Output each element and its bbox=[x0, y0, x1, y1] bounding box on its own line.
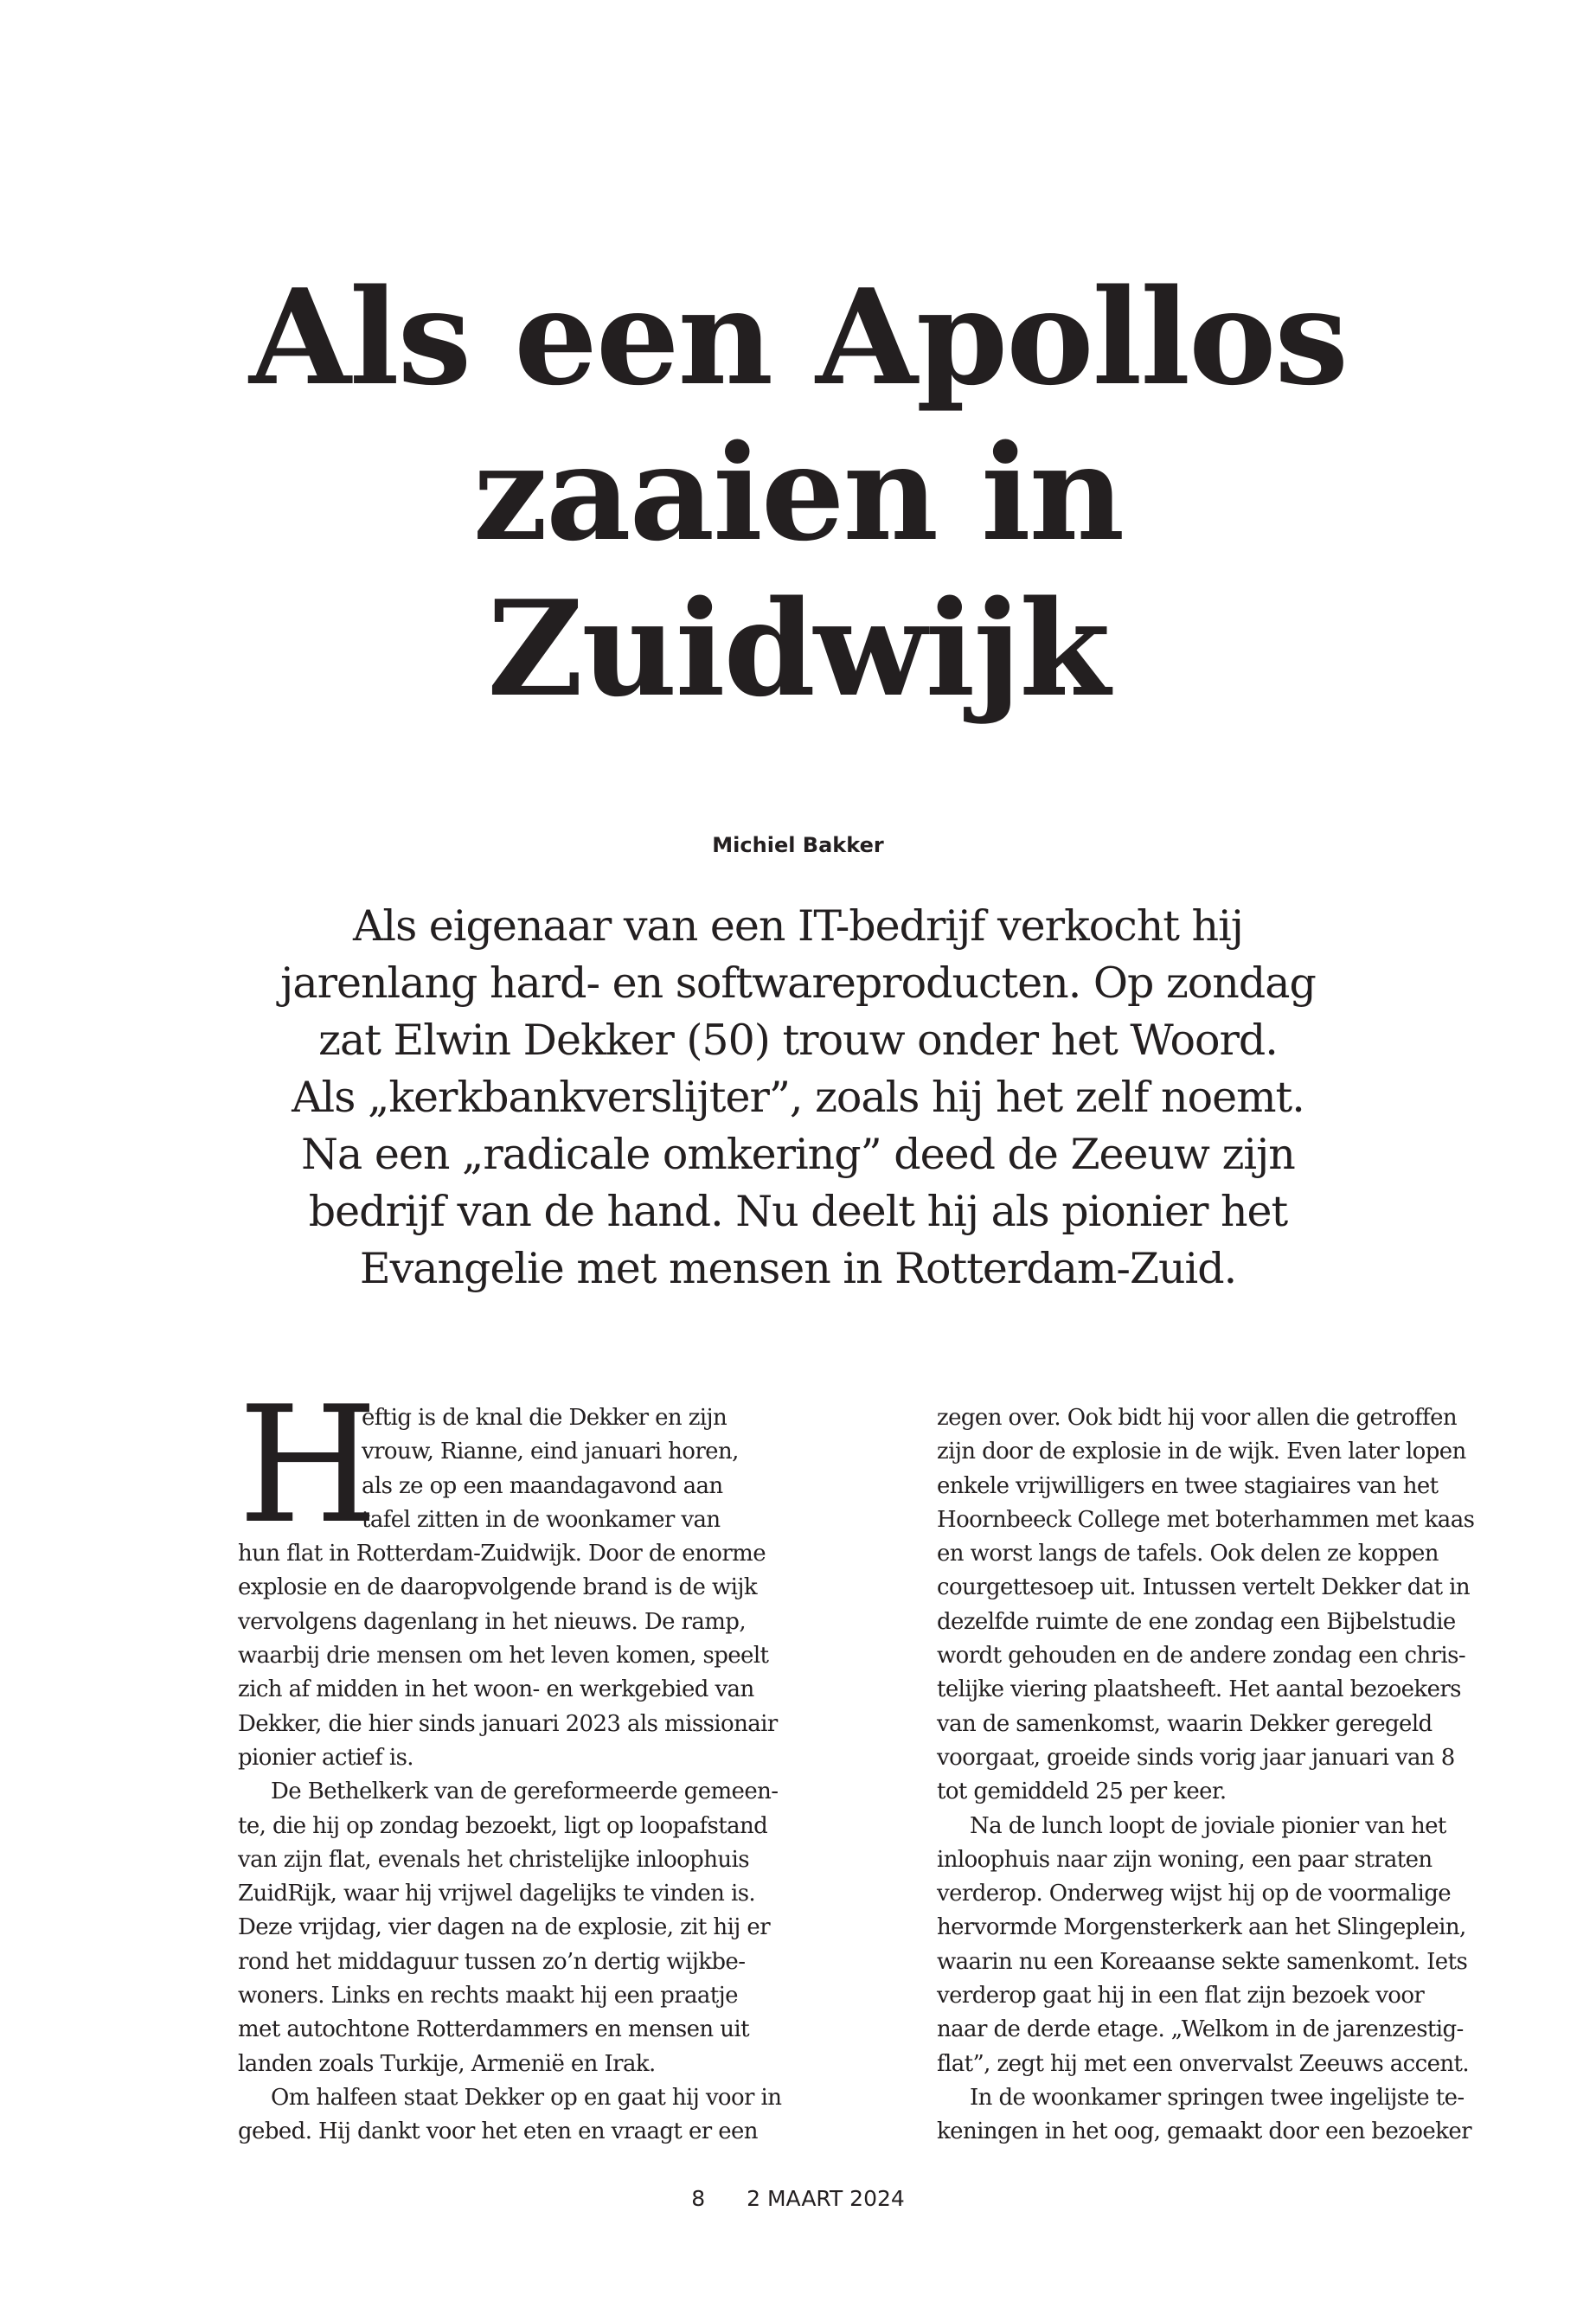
body-line: enkele vrijwilligers en twee stagiaires van het bbox=[937, 1472, 1439, 1499]
body-line: vervolgens dagenlang in het nieuws. De ramp, bbox=[238, 1608, 747, 1635]
body-line: courgettesoep uit. Intussen vertelt Dekker dat in bbox=[937, 1574, 1471, 1601]
body-line: woners. Links en rechts maakt hij een praatje bbox=[238, 1983, 738, 2009]
article-lead bbox=[173, 898, 1423, 1298]
lead-line: Na een „radicale omkering” deed de Zeeuw zijn bbox=[301, 1130, 1295, 1179]
lead-line: Als „kerkbankverslijter”, zoals hij het zelf noemt. bbox=[292, 1073, 1304, 1122]
drop-cap: H bbox=[238, 1371, 379, 1559]
body-line: Dekker, die hier sinds januari 2023 als missionair bbox=[238, 1710, 778, 1737]
body-line: waarin nu een Koreaanse sekte samenkomt. Iets bbox=[937, 1948, 1468, 1975]
body-line: Na de lunch loopt de joviale pionier van het bbox=[970, 1812, 1446, 1839]
body-line: keningen in het oog, gemaakt door een bezoeker bbox=[937, 2118, 1471, 2145]
issue-date: 2 MAART 2024 bbox=[747, 2186, 905, 2211]
title-line: Als een Apollos bbox=[248, 260, 1348, 414]
body-line: verderop. Onderweg wijst hij op de voormalige bbox=[937, 1881, 1452, 1907]
page-footer bbox=[0, 2186, 1596, 2212]
lead-line: Evangelie met mensen in Rotterdam-Zuid. bbox=[359, 1244, 1237, 1293]
body-line: en worst langs de tafels. Ook delen ze koppen bbox=[937, 1541, 1439, 1567]
body-line: pionier actief is. bbox=[238, 1744, 413, 1771]
body-line: verderop gaat hij in een flat zijn bezoek voor bbox=[937, 1983, 1425, 2009]
body-line: zijn door de explosie in de wijk. Even later lopen bbox=[937, 1439, 1466, 1465]
body-line: zegen over. Ook bidt hij voor allen die getroffen bbox=[937, 1405, 1458, 1431]
body-line: gebed. Hij dankt voor het eten en vraagt er een bbox=[238, 2118, 758, 2145]
lead-line: bedrijf van de hand. Nu deelt hij als pionier het bbox=[308, 1187, 1288, 1236]
page-number: 8 bbox=[691, 2186, 706, 2211]
body-line: wordt gehouden en de andere zondag een chris- bbox=[937, 1643, 1466, 1670]
body-line: Hoornbeeck College met boterhammen met kaas bbox=[937, 1506, 1475, 1533]
body-line: met autochtone Rotterdammers en mensen uit bbox=[238, 2016, 749, 2043]
body-line: hun flat in Rotterdam-Zuidwijk. Door de enorme bbox=[238, 1541, 766, 1567]
title-line: zaaien in bbox=[472, 415, 1124, 570]
body-line: van de samenkomst, waarin Dekker geregeld bbox=[937, 1710, 1433, 1737]
body-line: In de woonkamer springen twee ingelijste te- bbox=[970, 2084, 1465, 2111]
body-line: dezelfde ruimte de ene zondag een Bijbelstudie bbox=[937, 1608, 1456, 1635]
body-column-left bbox=[238, 1401, 792, 2150]
body-line: naar de derde etage. „Welkom in de jarenzestig- bbox=[937, 2016, 1464, 2043]
body-line: inloophuis naar zijn woning, een paar straten bbox=[937, 1846, 1433, 1873]
body-line: waarbij drie mensen om het leven komen, speelt bbox=[238, 1643, 769, 1670]
body-column-right bbox=[937, 1401, 1490, 2150]
body-line: explosie en de daaropvolgende brand is de wijk bbox=[238, 1574, 757, 1601]
body-line: flat”, zegt hij met een onvervalst Zeeuws accent. bbox=[937, 2050, 1470, 2077]
body-line: ZuidRijk, waar hij vrijwel dagelijks te vinden is. bbox=[238, 1881, 756, 1907]
body-line: landen zoals Turkije, Armenië en Irak. bbox=[238, 2050, 656, 2077]
lead-line: jarenlang hard- en softwareproducten. Op zondag bbox=[280, 958, 1316, 1008]
body-line: vrouw, Rianne, eind januari horen, bbox=[362, 1439, 739, 1465]
body-line: telijke viering plaatsheeft. Het aantal bezoekers bbox=[937, 1676, 1461, 1703]
body-line: rond het middaguur tussen zo’n dertig wijkbe- bbox=[238, 1948, 746, 1975]
author-byline: Michiel Bakker bbox=[712, 833, 884, 857]
body-line: zich af midden in het woon- en werkgebied van bbox=[238, 1676, 754, 1703]
body-line: te, die hij op zondag bezoekt, ligt op loopafstand bbox=[238, 1812, 768, 1839]
body-line: Om halfeen staat Dekker op en gaat hij voor in bbox=[271, 2084, 782, 2111]
body-line: eftig is de knal die Dekker en zijn bbox=[362, 1405, 727, 1431]
body-line: Deze vrijdag, vier dagen na de explosie, zit hij er bbox=[238, 1914, 771, 1941]
body-line: De Bethelkerk van de gereformeerde gemeen- bbox=[271, 1779, 779, 1805]
title-line: Zuidwijk bbox=[487, 571, 1109, 726]
body-line: van zijn flat, evenals het christelijke inloophuis bbox=[238, 1846, 749, 1873]
body-line: tafel zitten in de woonkamer van bbox=[362, 1506, 721, 1533]
body-line: tot gemiddeld 25 per keer. bbox=[937, 1779, 1227, 1805]
body-line: voorgaat, groeide sinds vorig jaar januari van 8 bbox=[937, 1744, 1455, 1771]
lead-line: zat Elwin Dekker (50) trouw onder het Woord. bbox=[318, 1016, 1278, 1065]
lead-line: Als eigenaar van een IT-bedrijf verkocht hij bbox=[353, 901, 1243, 951]
body-line: hervormde Morgensterkerk aan het Slingeplein, bbox=[937, 1914, 1466, 1941]
article-title bbox=[0, 260, 1596, 727]
body-line: als ze op een maandagavond aan bbox=[362, 1472, 723, 1499]
